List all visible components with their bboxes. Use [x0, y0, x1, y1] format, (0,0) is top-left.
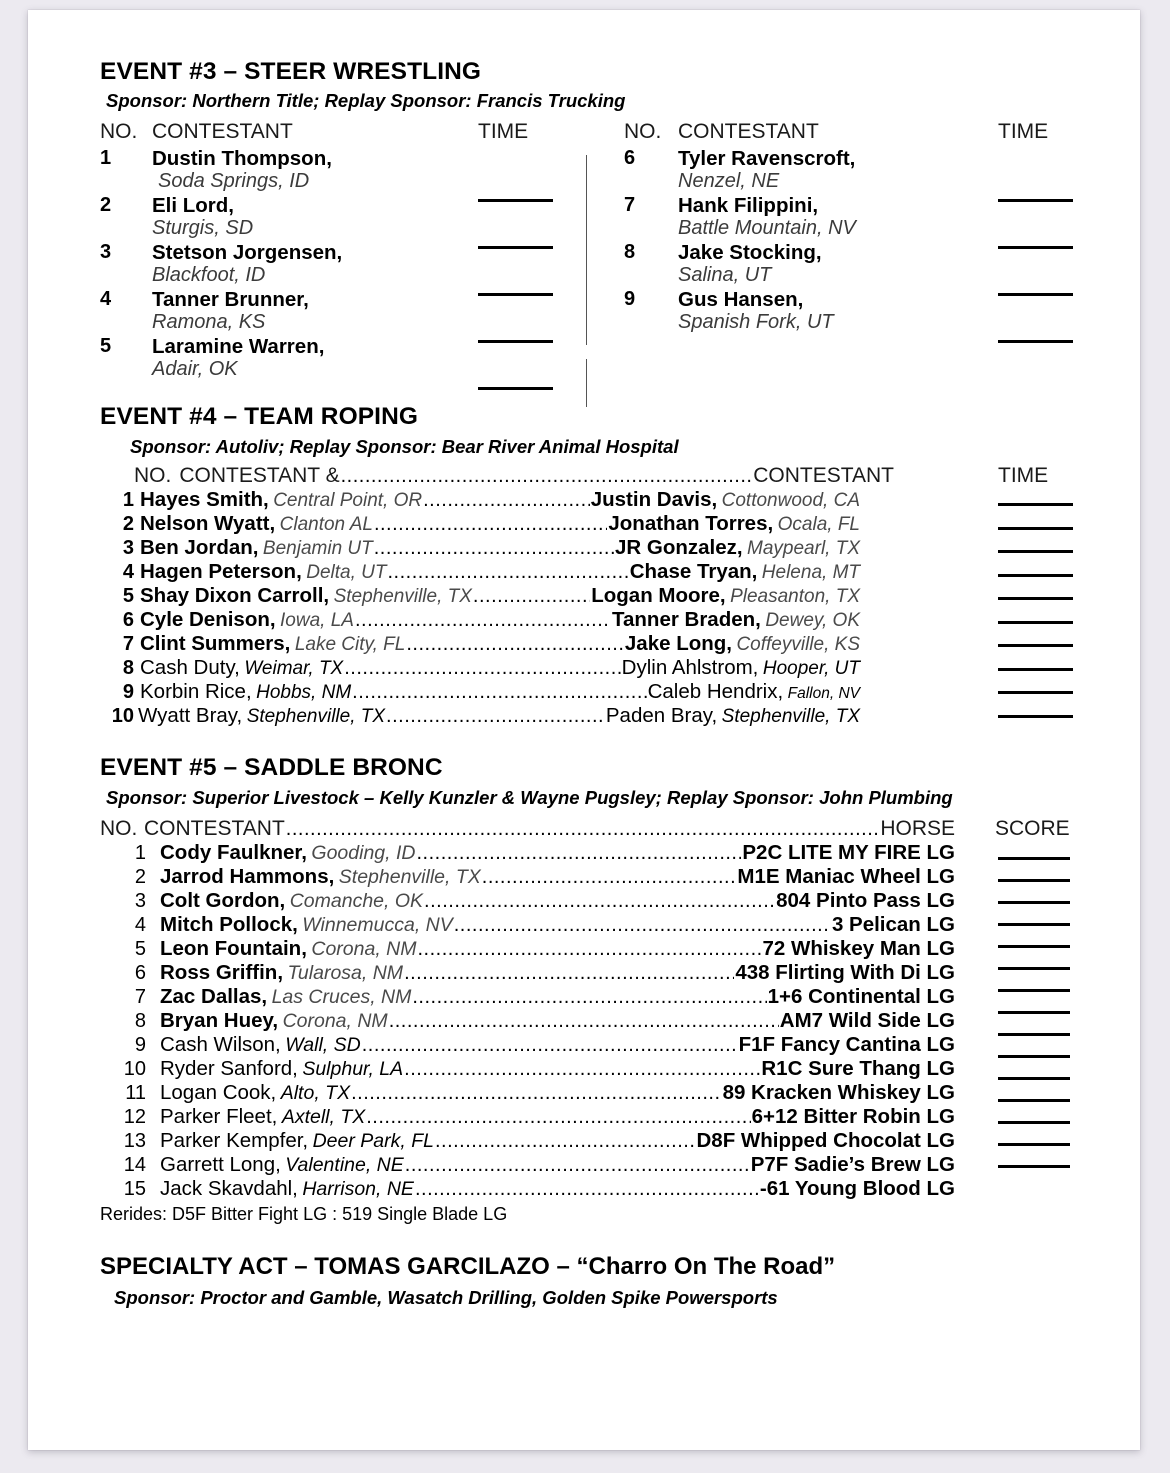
contestant-name: Zac Dallas, — [160, 985, 268, 1008]
time-blank[interactable] — [998, 527, 1073, 530]
time-blank[interactable] — [998, 503, 1073, 506]
table-row — [100, 865, 955, 889]
table-row — [100, 1057, 955, 1081]
column-header-contestant-2: CONTESTANT — [753, 464, 894, 487]
column-header-horse: HORSE — [880, 817, 955, 840]
contestant-name: Mitch Pollock, — [160, 913, 298, 936]
table-row — [100, 937, 955, 961]
header-name: Ben Jordan, — [140, 536, 259, 559]
dot-leader — [417, 938, 761, 961]
dot-leader — [387, 561, 628, 584]
heeler-name: Jake Long, — [624, 632, 732, 655]
table-row — [100, 536, 860, 560]
entry-number: 9 — [134, 1034, 146, 1056]
column-header-no: NO. — [100, 120, 138, 143]
header-location: Stephenville, TX — [333, 586, 472, 607]
contestant-location: Harrison, NE — [302, 1178, 414, 1200]
score-blank-column — [998, 857, 1070, 1168]
column-divider-lower — [586, 359, 587, 407]
horse-name: 1+6 Continental LG — [767, 985, 955, 1008]
column-header-time-right: TIME — [998, 120, 1049, 143]
horse-name: F1F Fancy Cantina LG — [738, 1033, 955, 1056]
entry-number: 1 — [122, 489, 134, 511]
contestant-location: Blackfoot, ID — [152, 264, 266, 286]
contestant-location: Spanish Fork, UT — [678, 311, 834, 333]
header-name: Shay Dixon Carroll, — [140, 584, 330, 607]
entry-number: 4 — [122, 561, 134, 583]
saddle-bronc-header-row — [100, 817, 955, 841]
header-location: Delta, UT — [306, 562, 387, 583]
program-page — [28, 10, 1140, 1450]
entry-number: 6 — [624, 147, 636, 169]
horse-name: 89 Kracken Whiskey LG — [722, 1081, 955, 1104]
heeler-location: Stephenville, TX — [721, 706, 860, 727]
dot-leader — [352, 681, 646, 704]
steer-wrestling-body — [100, 147, 1085, 399]
entry-number: 7 — [624, 194, 636, 216]
header-location: Iowa, LA — [280, 610, 354, 631]
score-blank[interactable] — [998, 1099, 1070, 1102]
contestant-location: Ramona, KS — [152, 311, 266, 333]
event-title: EVENT #3 – STEER WRESTLING — [100, 58, 482, 85]
entry-number: 6 — [122, 609, 134, 631]
dot-leader — [435, 1130, 696, 1153]
score-blank[interactable] — [998, 1143, 1070, 1146]
score-blank[interactable] — [998, 901, 1070, 904]
dot-leader — [416, 842, 741, 865]
dot-leader — [389, 1010, 779, 1033]
table-row — [100, 608, 860, 632]
heeler-location: Pleasanton, TX — [730, 586, 860, 607]
entry-number: 13 — [123, 1130, 146, 1152]
column-header-contestant-right: CONTESTANT — [678, 120, 819, 143]
time-blank[interactable] — [998, 330, 1073, 348]
contestant-location: Comanche, OK — [289, 890, 424, 912]
contestant-location: Tularosa, NM — [287, 962, 404, 984]
entry-number: 3 — [134, 890, 146, 912]
header-location: Clanton AL — [279, 514, 373, 535]
contestant-location: Corona, NM — [282, 1010, 388, 1032]
header-name: Korbin Rice, — [140, 680, 252, 703]
heeler-location: Coffeyville, KS — [736, 634, 860, 655]
dot-leader — [374, 537, 614, 560]
contestant-location: Axtell, TX — [281, 1106, 366, 1128]
contestant-location: Battle Mountain, NV — [678, 217, 856, 239]
table-row — [100, 1177, 955, 1201]
dot-leader — [341, 465, 753, 488]
score-blank[interactable] — [998, 1033, 1070, 1036]
page-content — [100, 58, 1085, 1309]
entry-number: 8 — [624, 241, 636, 263]
dot-leader — [386, 705, 605, 728]
contestant-name: Hank Filippini, — [678, 194, 819, 217]
time-blank[interactable] — [998, 644, 1073, 647]
contestant-name: Leon Fountain, — [160, 937, 307, 960]
horse-name: 804 Pinto Pass LG — [776, 889, 955, 912]
table-row — [100, 889, 955, 913]
table-row — [100, 656, 860, 680]
time-blank[interactable] — [998, 574, 1073, 577]
time-blank[interactable] — [998, 715, 1073, 718]
heeler-location: Helena, MT — [761, 562, 860, 583]
horse-name: 438 Flirting With Di LG — [735, 961, 955, 984]
contestant-location: Nenzel, NE — [678, 170, 780, 192]
dot-leader — [351, 1082, 721, 1105]
contestant-name: Garrett Long, — [160, 1153, 281, 1176]
dot-leader — [286, 818, 880, 841]
table-row — [100, 632, 860, 656]
time-blank[interactable] — [478, 283, 553, 301]
column-header-contestant: CONTESTANT — [144, 817, 285, 840]
column-header-score: SCORE — [995, 817, 1070, 840]
header-name: Cyle Denison, — [140, 608, 276, 631]
contestant-location: Adair, OK — [152, 358, 238, 380]
column-header-contestant-1: CONTESTANT & — [179, 464, 340, 487]
heeler-name: Tanner Braden, — [612, 608, 761, 631]
dot-leader — [423, 489, 590, 512]
contestant-name: Eli Lord, — [152, 194, 234, 217]
time-blank[interactable] — [478, 189, 553, 207]
table-row — [100, 985, 955, 1009]
dot-leader — [405, 1154, 750, 1177]
contestant-location: Valentine, NE — [285, 1154, 404, 1176]
time-blank[interactable] — [998, 597, 1073, 600]
table-row — [100, 1081, 955, 1105]
score-blank[interactable] — [998, 967, 1070, 970]
entry-number: 4 — [100, 288, 112, 310]
dot-leader — [406, 633, 624, 656]
dot-leader — [412, 986, 766, 1009]
team-roping-table — [100, 464, 1085, 728]
header-location: Weimar, TX — [244, 658, 344, 679]
contestant-name: Cash Wilson, — [160, 1033, 281, 1056]
table-row — [100, 1009, 955, 1033]
entry-number: 5 — [122, 585, 134, 607]
dot-leader — [366, 1106, 750, 1129]
contestant-name: Cody Faulkner, — [160, 841, 307, 864]
header-name: Clint Summers, — [140, 632, 291, 655]
event-sponsor: Sponsor: Northern Title; Replay Sponsor: Francis Trucking — [106, 90, 626, 111]
contestant-name: Bryan Huey, — [160, 1009, 279, 1032]
table-row — [100, 1153, 955, 1177]
time-blank[interactable] — [478, 377, 553, 395]
dot-leader — [374, 513, 607, 536]
horse-name: AM7 Wild Side LG — [779, 1009, 955, 1032]
dot-leader — [424, 890, 775, 913]
table-row — [100, 841, 955, 865]
heeler-location: Cottonwood, CA — [721, 490, 860, 511]
entry-number: 12 — [123, 1106, 146, 1128]
time-blank[interactable] — [998, 189, 1073, 207]
entry-number: 14 — [123, 1154, 146, 1176]
heeler-location: Maypearl, TX — [747, 538, 860, 559]
saddle-bronc-table — [100, 817, 1085, 1201]
contestant-name: Parker Fleet, — [160, 1105, 278, 1128]
contestant-name: Ryder Sanford, — [160, 1057, 298, 1080]
contestant-location: Sulphur, LA — [302, 1058, 404, 1080]
specialty-act-sponsor: Sponsor: Proctor and Gamble, Wasatch Drilling, Golden Spike Powersports — [114, 1287, 778, 1308]
event-title: EVENT #5 – SADDLE BRONC — [100, 754, 443, 781]
column-divider — [586, 155, 587, 345]
entry-number: 9 — [122, 681, 134, 703]
entry-number: 10 — [111, 705, 134, 727]
event-sponsor: Sponsor: Autoliv; Replay Sponsor: Bear River Animal Hospital — [130, 436, 679, 457]
table-row — [100, 1105, 955, 1129]
contestant-location: Wall, SD — [285, 1034, 361, 1056]
entry-number: 9 — [624, 288, 636, 310]
header-name: Nelson Wyatt, — [140, 512, 276, 535]
heeler-location: Ocala, FL — [777, 514, 860, 535]
event-team-roping — [100, 403, 1085, 728]
time-blank[interactable] — [998, 668, 1073, 671]
heeler-name: JR Gonzalez, — [614, 536, 743, 559]
heeler-location: Dewey, OK — [765, 610, 860, 631]
entry-number: 7 — [122, 633, 134, 655]
entry-number: 7 — [134, 986, 146, 1008]
column-header-time: TIME — [478, 120, 529, 143]
entry-number: 8 — [134, 1010, 146, 1032]
score-blank[interactable] — [998, 1165, 1070, 1168]
dot-leader — [415, 1178, 759, 1201]
score-blank[interactable] — [998, 879, 1070, 882]
heeler-name: Chase Tryan, — [629, 560, 758, 583]
score-blank[interactable] — [998, 1011, 1070, 1014]
score-blank[interactable] — [998, 945, 1070, 948]
entry-number: 2 — [100, 194, 112, 216]
table-row — [100, 512, 860, 536]
rerides-note: Rerides: D5F Bitter Fight LG : 519 Single Blade LG — [100, 1204, 508, 1224]
event-title: EVENT #4 – TEAM ROPING — [100, 403, 419, 430]
dot-leader — [404, 1058, 760, 1081]
dot-leader — [355, 609, 611, 632]
event-saddle-bronc — [100, 754, 1085, 1225]
contestant-name: Ross Griffin, — [160, 961, 284, 984]
contestant-name: Stetson Jorgensen, — [152, 241, 343, 264]
horse-name: P7F Sadie’s Brew LG — [750, 1153, 955, 1176]
horse-name: 72 Whiskey Man LG — [762, 937, 955, 960]
contestant-location: Gooding, ID — [311, 842, 416, 864]
contestant-name: Jack Skavdahl, — [160, 1177, 298, 1200]
contestant-location: Salina, UT — [678, 264, 772, 286]
table-row — [100, 680, 860, 704]
contestant-location: Corona, NM — [311, 938, 417, 960]
entry-number: 15 — [123, 1178, 146, 1200]
contestant-location: Soda Springs, ID — [158, 170, 310, 192]
header-location: Central Point, OR — [273, 490, 423, 511]
dot-leader — [362, 1034, 738, 1057]
header-name: Hayes Smith, — [140, 488, 269, 511]
horse-name: M1E Maniac Wheel LG — [737, 865, 955, 888]
entry-number: 3 — [100, 241, 112, 263]
specialty-act — [100, 1253, 1085, 1309]
heeler-name: Dylin Ahlstrom, — [621, 656, 759, 679]
time-blank[interactable] — [998, 691, 1073, 694]
heeler-location: Fallon, NV — [787, 685, 860, 702]
time-blank[interactable] — [998, 550, 1073, 553]
table-row — [100, 704, 860, 728]
column-header-contestant: CONTESTANT — [152, 120, 293, 143]
contestant-location: Stephenville, TX — [338, 866, 481, 888]
header-location: Lake City, FL — [294, 634, 406, 655]
time-blank-column — [998, 503, 1073, 718]
entry-number: 5 — [134, 938, 146, 960]
column-header-no: NO. — [100, 817, 138, 840]
contestant-location: Winnemucca, NV — [302, 914, 453, 936]
header-name: Hagen Peterson, — [140, 560, 302, 583]
table-row — [100, 1033, 955, 1057]
contestant-name: Tyler Ravenscroft, — [678, 147, 856, 170]
horse-name: D8F Whipped Chocolat LG — [696, 1129, 955, 1152]
contestant-name: Parker Kempfer, — [160, 1129, 309, 1152]
horse-name: R1C Sure Thang LG — [761, 1057, 955, 1080]
table-row — [100, 961, 955, 985]
entry-number: 2 — [134, 866, 146, 888]
header-name: Wyatt Bray, — [138, 704, 243, 727]
dot-leader — [454, 914, 831, 937]
entry-number: 10 — [123, 1058, 146, 1080]
table-row — [100, 584, 860, 608]
entry-number: 6 — [134, 962, 146, 984]
contestant-name: Colt Gordon, — [160, 889, 286, 912]
horse-name: -61 Young Blood LG — [759, 1177, 955, 1200]
header-location: Hobbs, NM — [256, 682, 352, 703]
entry-number: 3 — [122, 537, 134, 559]
table-row — [100, 913, 955, 937]
column-header-no-right: NO. — [624, 120, 662, 143]
dot-leader — [344, 657, 620, 680]
contestant-location: Las Cruces, NM — [271, 986, 412, 1008]
heeler-name: Logan Moore, — [591, 584, 726, 607]
score-blank[interactable] — [998, 923, 1070, 926]
header-location: Benjamin UT — [262, 538, 373, 559]
dot-leader — [473, 585, 590, 608]
steer-wrestling-table — [100, 120, 1085, 399]
time-blank[interactable] — [478, 236, 553, 254]
heeler-name: Justin Davis, — [590, 488, 718, 511]
time-blank[interactable] — [998, 236, 1073, 254]
contestant-name: Jake Stocking, — [678, 241, 822, 264]
time-blank[interactable] — [998, 621, 1073, 624]
horse-name: 3 Pelican LG — [831, 913, 955, 936]
event-sponsor: Sponsor: Superior Livestock – Kelly Kunzler & Wayne Pugsley; Replay Sponsor: John Plumbing — [106, 787, 953, 808]
column-header-no: NO. — [134, 464, 172, 487]
dot-leader — [482, 866, 737, 889]
score-blank[interactable] — [998, 1121, 1070, 1124]
steer-wrestling-header-row — [100, 120, 1085, 147]
heeler-name: Caleb Hendrix, — [647, 680, 784, 703]
contestant-name: Dustin Thompson, — [152, 147, 332, 170]
time-blank[interactable] — [998, 283, 1073, 301]
contestant-location: Alto, TX — [280, 1082, 351, 1104]
score-blank[interactable] — [998, 857, 1070, 860]
team-roping-header-row — [100, 464, 894, 488]
entry-number: 8 — [122, 657, 134, 679]
entry-number: 1 — [134, 842, 146, 864]
contestant-location: Sturgis, SD — [152, 217, 254, 239]
header-name: Cash Duty, — [140, 656, 240, 679]
score-blank[interactable] — [998, 1055, 1070, 1058]
contestant-name: Tanner Brunner, — [152, 288, 309, 311]
table-row — [100, 488, 860, 512]
event-steer-wrestling — [100, 58, 1085, 399]
table-row — [100, 1129, 955, 1153]
specialty-act-title: SPECIALTY ACT – TOMAS GARCILAZO – “Charro On The Road” — [100, 1253, 836, 1280]
contestant-name: Jarrod Hammons, — [160, 865, 335, 888]
entry-number: 2 — [122, 513, 134, 535]
heeler-name: Jonathan Torres, — [608, 512, 774, 535]
contestant-name: Gus Hansen, — [678, 288, 804, 311]
entry-number: 11 — [125, 1082, 146, 1104]
horse-name: P2C LITE MY FIRE LG — [742, 841, 955, 864]
heeler-name: Paden Bray, — [605, 704, 718, 727]
column-header-time: TIME — [998, 464, 1049, 487]
heeler-location: Hooper, UT — [762, 658, 860, 679]
contestant-location: Deer Park, FL — [312, 1130, 434, 1152]
horse-name: 6+12 Bitter Robin LG — [751, 1105, 955, 1128]
entry-number: 4 — [134, 914, 146, 936]
score-blank[interactable] — [998, 989, 1070, 992]
entry-number: 1 — [100, 147, 112, 169]
entry-number: 5 — [100, 335, 112, 357]
dot-leader — [404, 962, 734, 985]
contestant-name: Logan Cook, — [160, 1081, 277, 1104]
header-location: Stephenville, TX — [246, 706, 386, 727]
score-blank[interactable] — [998, 1077, 1070, 1080]
contestant-name: Laramine Warren, — [152, 335, 325, 358]
table-row — [100, 560, 860, 584]
time-blank[interactable] — [478, 330, 553, 348]
